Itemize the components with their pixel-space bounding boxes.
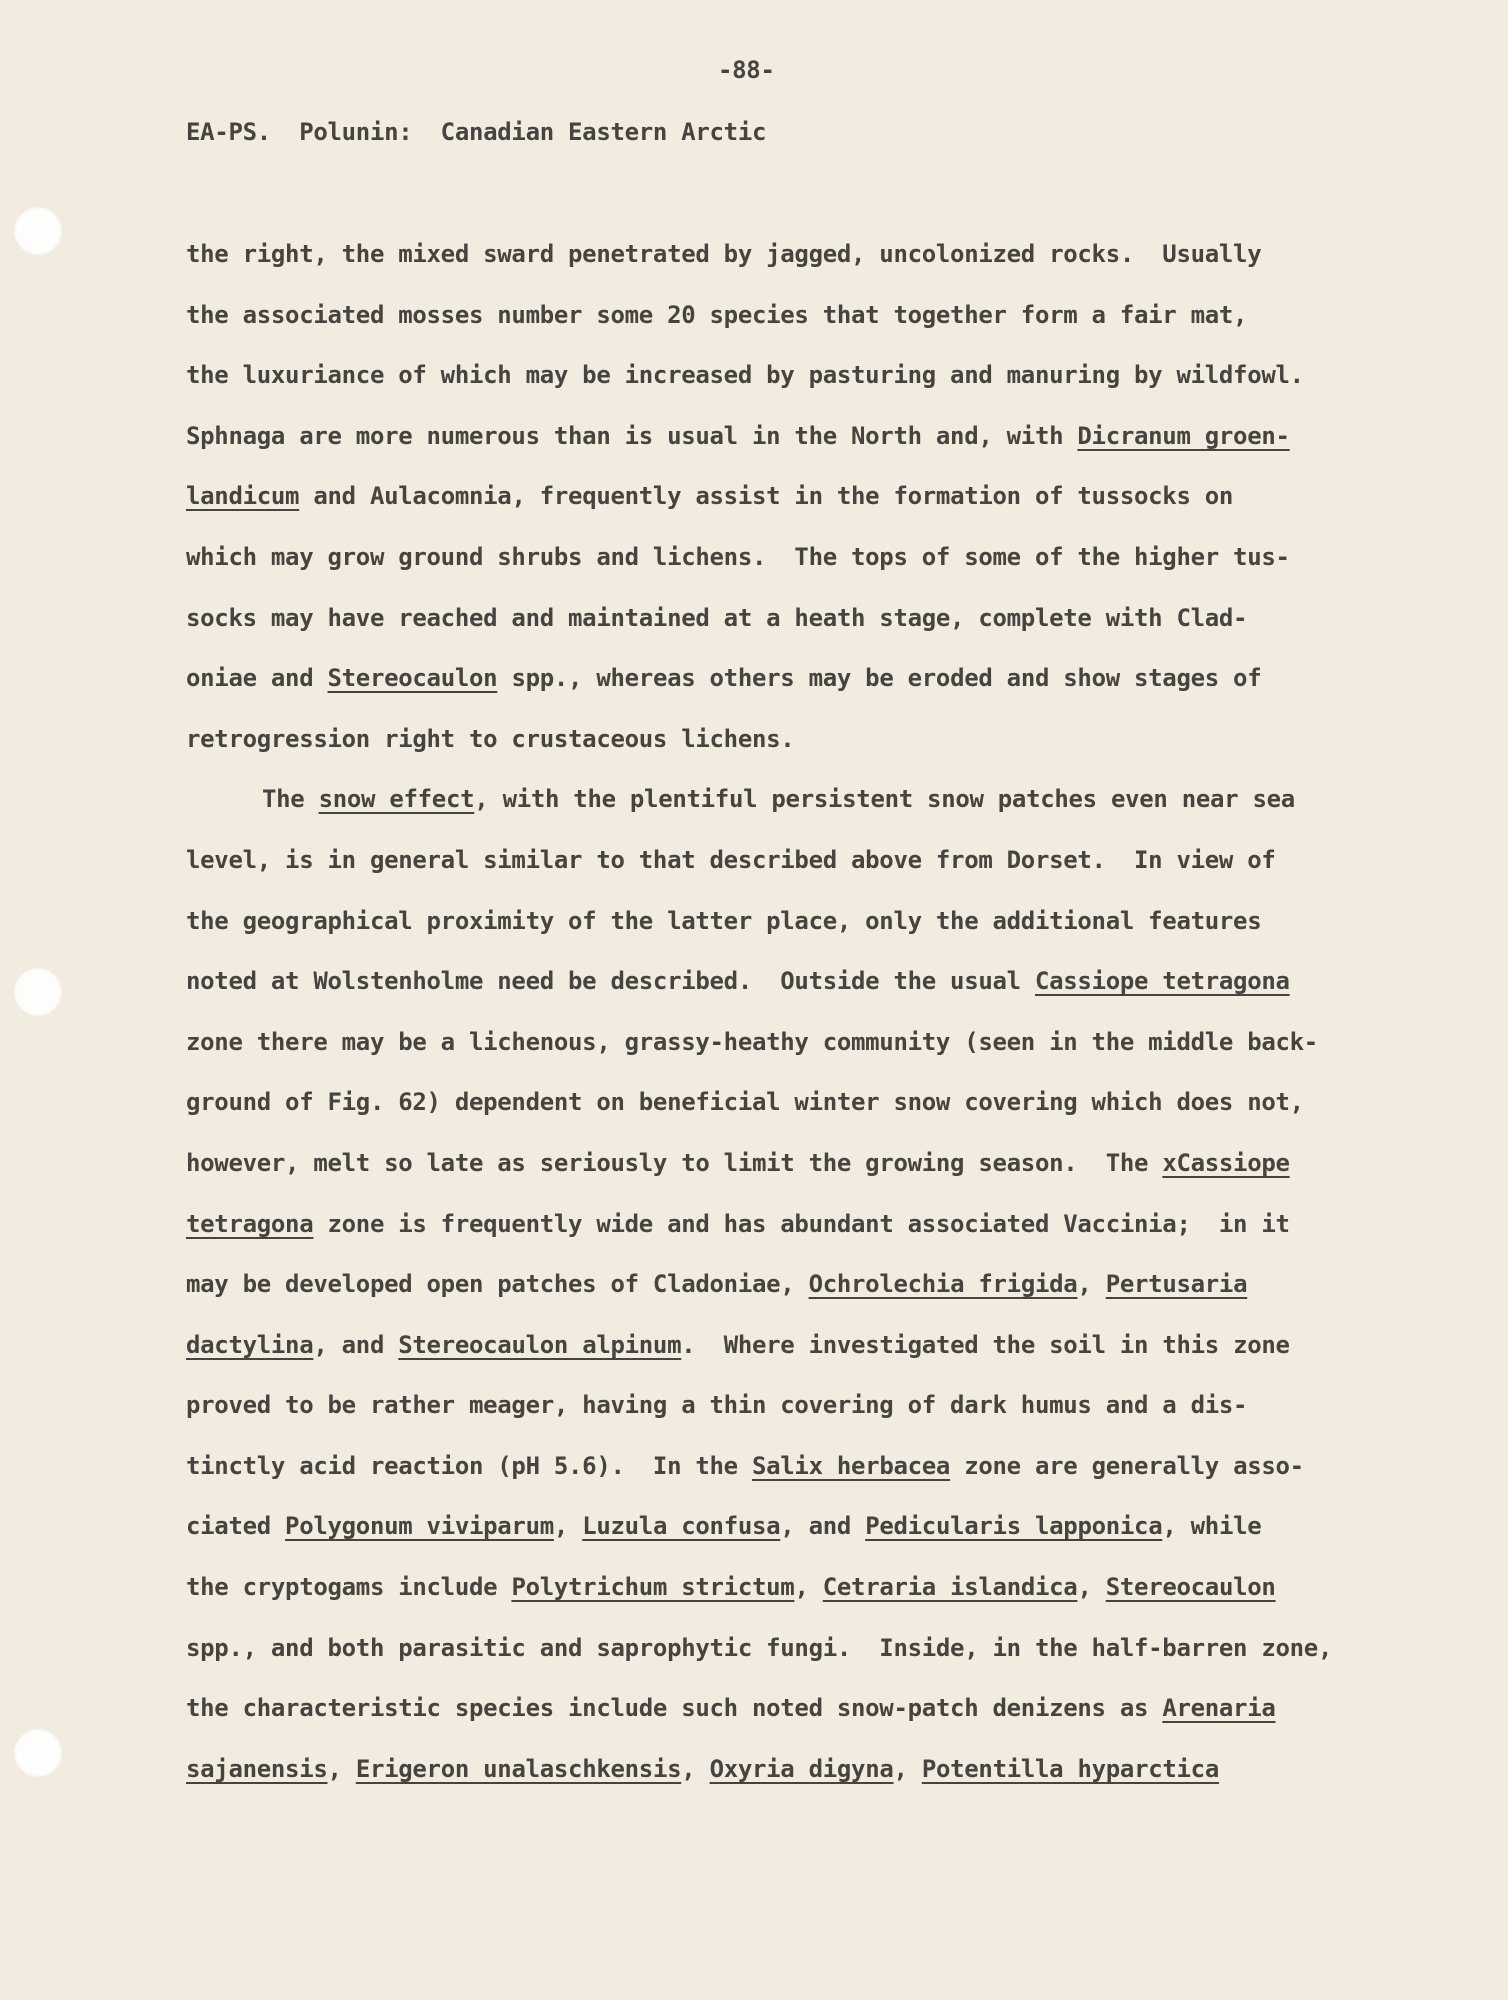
underlined-taxon: Oxyria digyna <box>709 1754 894 1783</box>
underlined-taxon: Potentilla hyparctica <box>921 1754 1219 1783</box>
line-text: and Aulacomnia, frequently assist in the formation of tussocks on <box>299 482 1234 511</box>
underlined-taxon: dactylina <box>186 1330 314 1359</box>
underlined-taxon: Polygonum viviparum <box>285 1512 554 1541</box>
underlined-taxon: snow effect <box>318 785 475 814</box>
line-text: the characteristic species include such noted snow-patch denizens as <box>186 1694 1163 1723</box>
line-text: spp., whereas others may be eroded and show stages of <box>497 664 1262 693</box>
line-text: . Where investigated the soil in this zone <box>681 1330 1290 1359</box>
line-text: , <box>1077 1270 1106 1299</box>
body-line <box>186 779 1426 840</box>
underlined-taxon: Salix herbacea <box>751 1451 951 1480</box>
underlined-taxon: Luzula confusa <box>582 1512 781 1541</box>
line-text: ciated <box>186 1512 286 1541</box>
body-line <box>186 1082 1426 1143</box>
body-line <box>186 1022 1426 1083</box>
line-text: retrogression right to crustaceous lichens. <box>186 724 795 753</box>
underlined-taxon: Stereocaulon <box>327 664 498 693</box>
underlined-taxon: Arenaria <box>1162 1694 1276 1723</box>
body-line <box>186 1264 1426 1325</box>
line-text: oniae and <box>186 664 328 693</box>
body-line <box>186 1446 1426 1507</box>
line-text: the cryptogams include <box>186 1573 512 1602</box>
body-line <box>186 416 1426 477</box>
line-text: , with the plentiful persistent snow patches even near sea <box>474 785 1295 814</box>
underlined-taxon: xCassiope <box>1162 1148 1290 1177</box>
line-text: , <box>553 1512 583 1541</box>
body-line <box>186 1628 1426 1689</box>
line-text: , <box>681 1754 710 1783</box>
line-text: tinctly acid reaction (pH 5.6). In the <box>186 1451 752 1480</box>
line-text: , while <box>1162 1512 1262 1541</box>
line-text: however, melt so late as seriously to limit the growing season. The <box>186 1148 1163 1177</box>
body-line <box>186 295 1426 356</box>
body-line <box>186 1688 1426 1749</box>
body-line <box>186 658 1426 719</box>
line-text: zone is frequently wide and has abundant associated Vaccinia; in it <box>313 1209 1290 1238</box>
underlined-taxon: landicum <box>186 482 300 511</box>
running-header: EA-PS. Polunin: Canadian Eastern Arctic <box>186 118 767 146</box>
body-line <box>186 840 1426 901</box>
underlined-taxon: Stereocaulon alpinum <box>398 1330 682 1359</box>
underlined-taxon: Dicranum groen- <box>1077 421 1290 450</box>
body-line <box>186 1385 1426 1446</box>
line-text: noted at Wolstenholme need be described. Outside the usual <box>186 967 1035 996</box>
underlined-taxon: Pertusaria <box>1105 1270 1248 1299</box>
line-text: spp., and both parasitic and saprophytic fungi. Inside, in the half-barren zone, <box>186 1633 1333 1662</box>
page-number: -88- <box>718 56 775 84</box>
line-text: may be developed open patches of Cladoniae, <box>186 1270 809 1299</box>
underlined-taxon: sajanensis <box>186 1754 328 1783</box>
body-line <box>186 1749 1426 1810</box>
line-text: ground of Fig. 62) dependent on beneficial winter snow covering which does not, <box>186 1088 1304 1117</box>
body-line <box>186 1506 1426 1567</box>
line-text: , <box>794 1573 823 1602</box>
body-line <box>186 598 1426 659</box>
body-line <box>186 1325 1426 1386</box>
line-text: , and <box>313 1330 399 1359</box>
body-line <box>186 1567 1426 1628</box>
line-text: the associated mosses number some 20 species that together form a fair mat, <box>186 300 1248 329</box>
punch-hole-top <box>14 207 62 255</box>
punch-hole-bottom <box>14 1729 62 1777</box>
underlined-taxon: Cetraria islandica <box>822 1573 1078 1602</box>
line-text: level, is in general similar to that described above from Dorset. In view of <box>186 845 1276 874</box>
body-line <box>186 537 1426 598</box>
body-line <box>186 1204 1426 1265</box>
body-line <box>186 355 1426 416</box>
underlined-taxon: tetragona <box>186 1209 314 1238</box>
underlined-taxon: Cassiope tetragona <box>1034 967 1290 996</box>
body-line <box>186 1143 1426 1204</box>
underlined-taxon: Erigeron unalaschkensis <box>355 1754 682 1783</box>
line-text: , <box>893 1754 922 1783</box>
line-text: zone there may be a lichenous, grassy-heathy community (seen in the middle back- <box>186 1027 1318 1056</box>
punch-hole-middle <box>14 968 62 1016</box>
line-text: the luxuriance of which may be increased by pasturing and manuring by wildfowl. <box>186 361 1304 390</box>
line-text: Sphnaga are more numerous than is usual in the North and, with <box>186 421 1078 450</box>
underlined-taxon: Stereocaulon <box>1105 1573 1276 1602</box>
underlined-taxon: Ochrolechia frigida <box>808 1270 1078 1299</box>
line-text: , <box>1077 1573 1106 1602</box>
line-text: the geographical proximity of the latter place, only the additional features <box>186 906 1262 935</box>
line-text: zone are generally asso- <box>950 1451 1304 1480</box>
body-text <box>186 234 1426 1809</box>
line-text: which may grow ground shrubs and lichens. The tops of some of the higher tus- <box>186 542 1290 571</box>
line-text: , and <box>780 1512 866 1541</box>
body-line <box>186 476 1426 537</box>
line-text: The <box>262 785 319 814</box>
underlined-taxon: Polytrichum strictum <box>511 1573 795 1602</box>
body-line <box>186 961 1426 1022</box>
line-text: , <box>327 1754 356 1783</box>
body-line <box>186 719 1426 780</box>
underlined-taxon: Pedicularis lapponica <box>865 1512 1163 1541</box>
body-line <box>186 234 1426 295</box>
line-text: socks may have reached and maintained at a heath stage, complete with Clad- <box>186 603 1248 632</box>
body-line <box>186 901 1426 962</box>
line-text: the right, the mixed sward penetrated by jagged, uncolonized rocks. Usually <box>186 240 1262 268</box>
line-text: proved to be rather meager, having a thin covering of dark humus and a dis- <box>186 1391 1248 1420</box>
